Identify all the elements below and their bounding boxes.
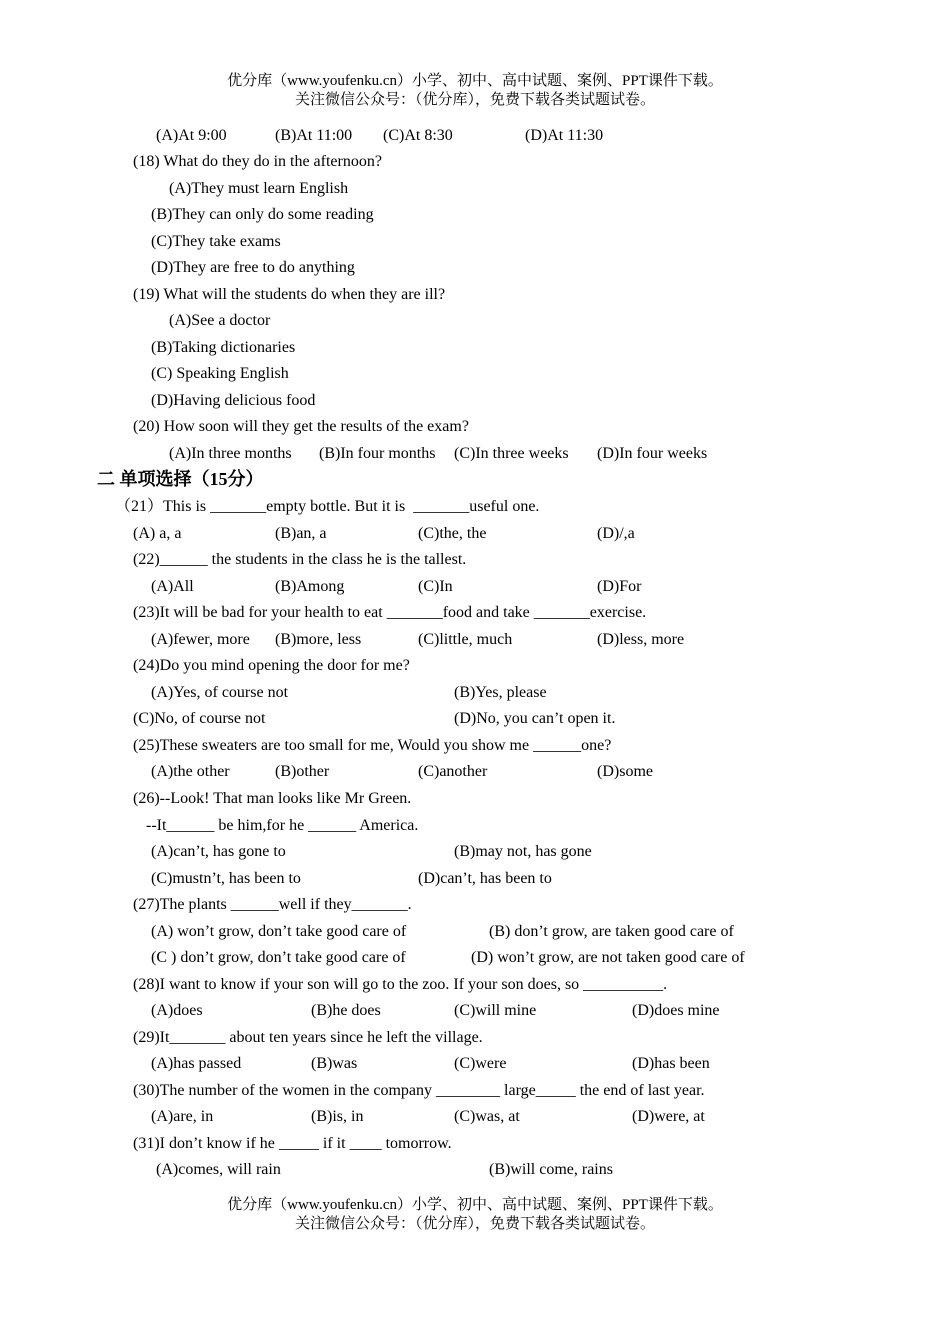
page-header-line1: 优分库（www.youfenku.cn）小学、初中、高中试题、案例、PPT课件下载。 bbox=[227, 73, 723, 89]
q19-option-d: (D)Having delicious food bbox=[151, 392, 316, 409]
q30-stem: (30)The number of the women in the company ________ large_____ the end of last year. bbox=[133, 1082, 705, 1099]
q19-stem: (19) What will the students do when they are ill? bbox=[133, 286, 446, 303]
q19-option-b: (B)Taking dictionaries bbox=[151, 339, 296, 356]
q21-option-c: (C)the, the bbox=[418, 525, 487, 542]
q30-option-b: (B)is, in bbox=[311, 1108, 364, 1125]
q22-option-b: (B)Among bbox=[275, 578, 345, 595]
page-footer-line1: 优分库（www.youfenku.cn）小学、初中、高中试题、案例、PPT课件下载。 bbox=[227, 1197, 723, 1213]
q25-option-d: (D)some bbox=[597, 763, 653, 780]
q31-stem: (31)I don’t know if he _____ if it ____ tomorrow. bbox=[133, 1135, 452, 1152]
q17-option-b: (B)At 11:00 bbox=[275, 127, 353, 144]
q27-option-a: (A) won’t grow, don’t take good care of bbox=[151, 923, 407, 940]
q24-option-d: (D)No, you can’t open it. bbox=[454, 710, 616, 727]
q25-option-b: (B)other bbox=[275, 763, 330, 780]
q28-option-d: (D)does mine bbox=[632, 1002, 720, 1019]
q19-option-c: (C) Speaking English bbox=[151, 365, 289, 382]
q20-option-d: (D)In four weeks bbox=[597, 445, 708, 462]
q31-option-a: (A)comes, will rain bbox=[156, 1161, 281, 1178]
q27-option-d: (D) won’t grow, are not taken good care of bbox=[471, 949, 745, 966]
page-footer-line2: 关注微信公众号：（优分库），免费下载各类试题试卷。 bbox=[294, 1216, 655, 1232]
q23-option-c: (C)little, much bbox=[418, 631, 513, 648]
q23-option-a: (A)fewer, more bbox=[151, 631, 250, 648]
q17-option-a: (A)At 9:00 bbox=[156, 127, 227, 144]
q20-option-b: (B)In four months bbox=[319, 445, 436, 462]
q24-stem: (24)Do you mind opening the door for me? bbox=[133, 657, 410, 674]
q29-stem: (29)It_______ about ten years since he left the village. bbox=[133, 1029, 483, 1046]
q22-option-d: (D)For bbox=[597, 578, 642, 595]
q20-option-a: (A)In three months bbox=[169, 445, 292, 462]
q23-option-b: (B)more, less bbox=[275, 631, 362, 648]
q20-stem: (20) How soon will they get the results of the exam? bbox=[133, 418, 469, 435]
q25-option-c: (C)another bbox=[418, 763, 488, 780]
q28-option-c: (C)will mine bbox=[454, 1002, 537, 1019]
q29-option-b: (B)was bbox=[311, 1055, 358, 1072]
q28-option-b: (B)he does bbox=[311, 1002, 381, 1019]
q26-stem-reply: --It______ be him,for he ______ America. bbox=[146, 817, 419, 834]
q30-option-a: (A)are, in bbox=[151, 1108, 214, 1125]
q20-option-c: (C)In three weeks bbox=[454, 445, 569, 462]
q21-option-a: (A) a, a bbox=[133, 525, 182, 542]
q26-option-d: (D)can’t, has been to bbox=[418, 870, 552, 887]
q23-option-d: (D)less, more bbox=[597, 631, 685, 648]
q27-option-b: (B) don’t grow, are taken good care of bbox=[489, 923, 734, 940]
q25-option-a: (A)the other bbox=[151, 763, 230, 780]
section-title: 二 单项选择（15分） bbox=[97, 469, 264, 489]
q19-option-a: (A)See a doctor bbox=[169, 312, 271, 329]
q21-option-b: (B)an, a bbox=[275, 525, 327, 542]
q24-option-c: (C)No, of course not bbox=[133, 710, 266, 727]
q24-option-a: (A)Yes, of course not bbox=[151, 684, 289, 701]
q22-option-a: (A)All bbox=[151, 578, 194, 595]
q29-option-a: (A)has passed bbox=[151, 1055, 242, 1072]
q24-option-b: (B)Yes, please bbox=[454, 684, 547, 701]
q30-option-c: (C)was, at bbox=[454, 1108, 520, 1125]
q22-stem: (22)______ the students in the class he is the tallest. bbox=[133, 551, 467, 568]
q26-stem: (26)--Look! That man looks like Mr Green. bbox=[133, 790, 412, 807]
q30-option-d: (D)were, at bbox=[632, 1108, 705, 1125]
q29-option-d: (D)has been bbox=[632, 1055, 710, 1072]
q18-option-b: (B)They can only do some reading bbox=[151, 206, 374, 223]
q17-option-d: (D)At 11:30 bbox=[525, 127, 604, 144]
q26-option-a: (A)can’t, has gone to bbox=[151, 843, 286, 860]
q21-stem: （21）This is _______empty bottle. But it is _______useful one. bbox=[115, 498, 540, 515]
q29-option-c: (C)were bbox=[454, 1055, 507, 1072]
q28-option-a: (A)does bbox=[151, 1002, 203, 1019]
q31-option-b: (B)will come, rains bbox=[489, 1161, 613, 1178]
q21-option-d: (D)/,a bbox=[597, 525, 635, 542]
q18-option-c: (C)They take exams bbox=[151, 233, 281, 250]
q18-option-d: (D)They are free to do anything bbox=[151, 259, 355, 276]
q26-option-b: (B)may not, has gone bbox=[454, 843, 592, 860]
q28-stem: (28)I want to know if your son will go to the zoo. If your son does, so __________. bbox=[133, 976, 668, 993]
q22-option-c: (C)In bbox=[418, 578, 453, 595]
q17-option-c: (C)At 8:30 bbox=[383, 127, 453, 144]
q25-stem: (25)These sweaters are too small for me, Would you show me ______one? bbox=[133, 737, 612, 754]
q23-stem: (23)It will be bad for your health to eat _______food and take _______exercise. bbox=[133, 604, 647, 621]
q27-option-c: (C ) don’t grow, don’t take good care of bbox=[151, 949, 406, 966]
q27-stem: (27)The plants ______well if they_______. bbox=[133, 896, 412, 913]
q18-stem: (18) What do they do in the afternoon? bbox=[133, 153, 382, 170]
q26-option-c: (C)mustn’t, has been to bbox=[151, 870, 301, 887]
q18-option-a: (A)They must learn English bbox=[169, 180, 349, 197]
page-header-line2: 关注微信公众号：（优分库），免费下载各类试题试卷。 bbox=[294, 92, 655, 108]
